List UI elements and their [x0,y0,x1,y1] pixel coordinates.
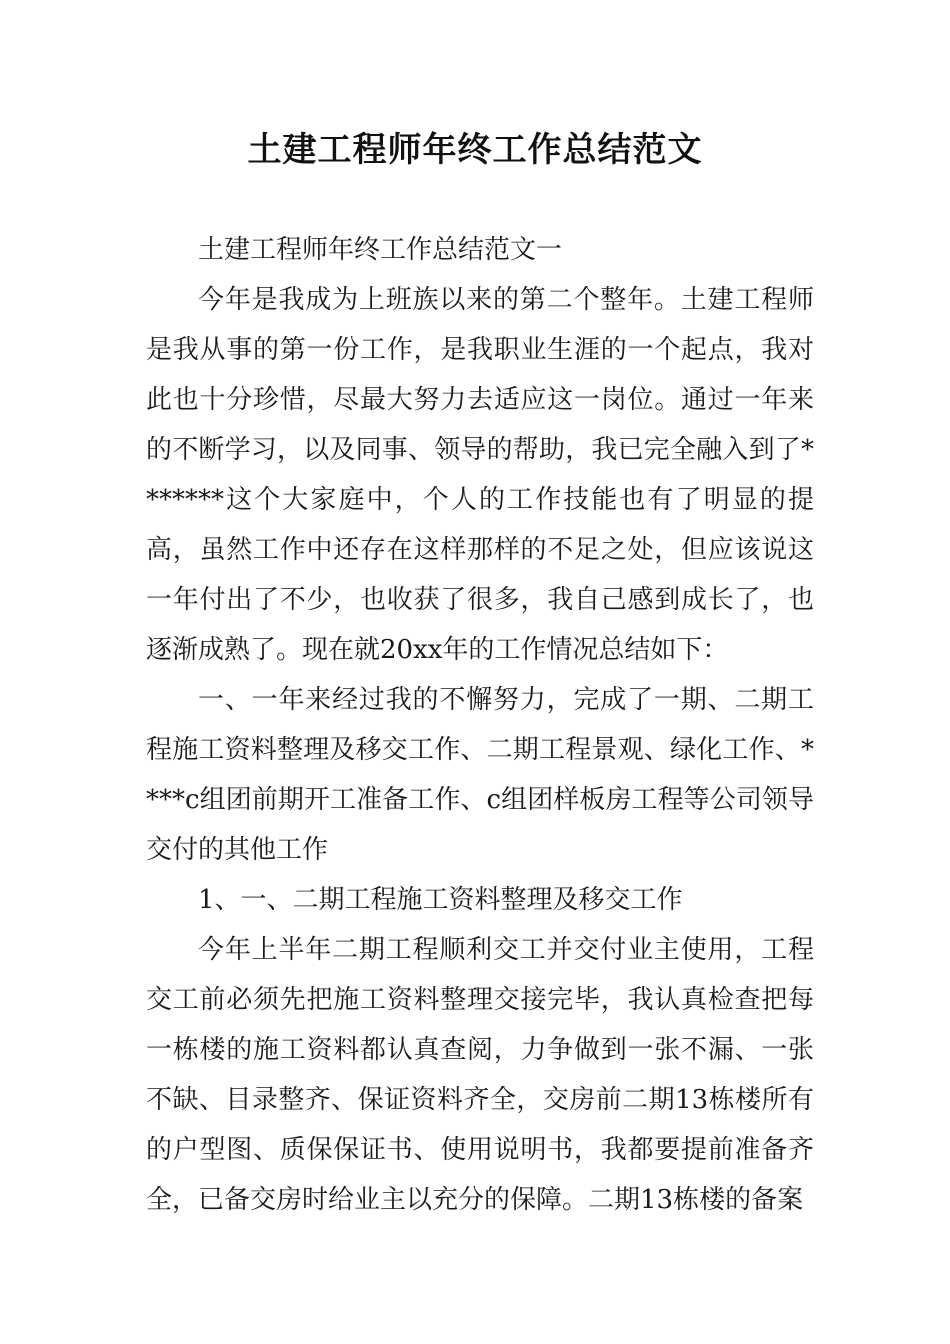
subsection-heading: 1、一、二期工程施工资料整理及移交工作 [198,885,683,915]
paragraph-detail: 今年上半年二期工程顺利交工并交付业主使用，工程交工前必须先把施工资料整理交接完毕，我认真检查把每一栋楼的施工资料都认真查阅，力争做到一张不漏、一张不缺、目录整齐、保证资料齐全，交房前二期13栋楼所有的户型图、质保保证书、使用说明书，我都要提前准备齐全，已备交房时给业主以充分的保障。二期13栋楼的备案 [146,935,814,1215]
section-heading: 土建工程师年终工作总结范文一 [198,235,563,265]
paragraph-summary-item: 一、一年来经过我的不懈努力，完成了一期、二期工程施工资料整理及移交工作、二期工程景观、绿化工作、****c组团前期开工准备工作、c组团样板房工程等公司领导交付的其他工作 [146,685,814,865]
document-body [146,225,814,1225]
paragraph-intro: 今年是我成为上班族以来的第二个整年。土建工程师是我从事的第一份工作，是我职业生涯的一个起点，我对此也十分珍惜，尽最大努力去适应这一岗位。通过一年来的不断学习，以及同事、领导的帮助，我已完全融入到了*******这个大家庭中，个人的工作技能也有了明显的提高，虽然工作中还存在这样那样的不足之处，但应该说这一年付出了不少，也收获了很多，我自己感到成长了，也逐渐成熟了。现在就20xx年的工作情况总结如下： [146,285,814,665]
document-title: 土建工程师年终工作总结范文 [247,130,703,170]
